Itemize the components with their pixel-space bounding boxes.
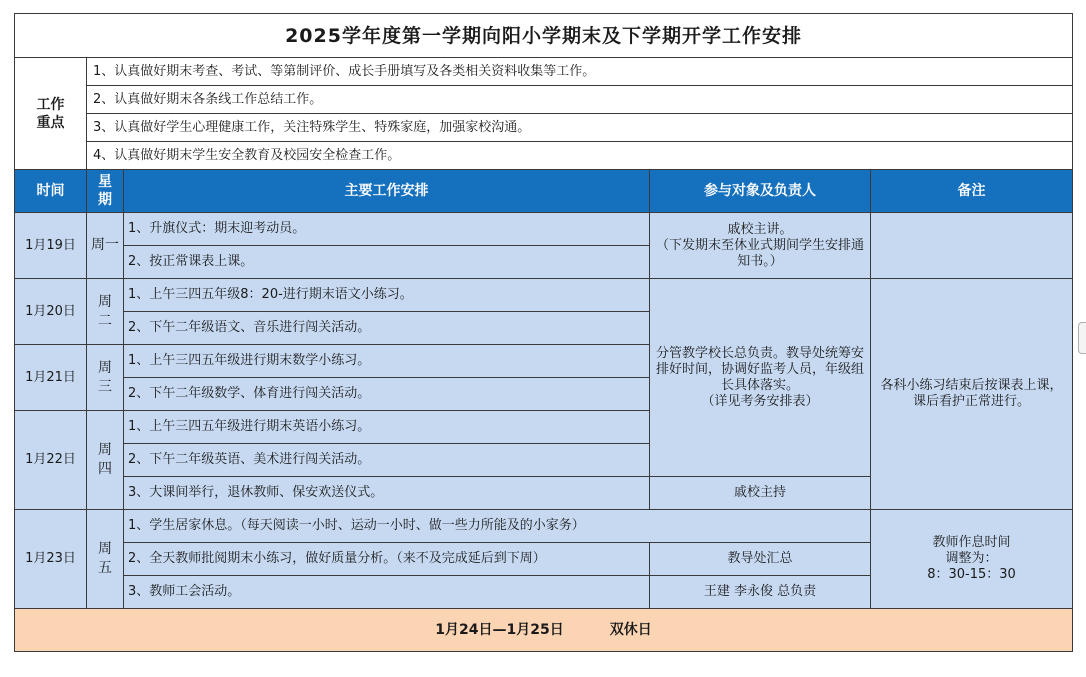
table-row [15, 510, 1073, 543]
table-row [15, 279, 1073, 312]
exam-note-text: 各科小练习结束后按课表上课，课后看护正常进行。 [880, 378, 1063, 409]
focus-label [15, 58, 87, 170]
weekday-cell [87, 510, 124, 609]
note-cell [871, 213, 1073, 279]
task-cell: 1、上午三四五年级进行期末数学小练习。 [124, 345, 650, 378]
weekday-cell [87, 345, 124, 411]
focus-item: 3、认真做好学生心理健康工作，关注特殊学生、特殊家庭，加强家校沟通。 [87, 114, 1073, 142]
task-cell: 1、上午三四五年级进行期末英语小练习。 [124, 411, 650, 444]
table-row [15, 213, 1073, 246]
task-cell: 2、按正常课表上课。 [124, 246, 650, 279]
people-text: 戚校主讲。 （下发期末至休业式期间学生安排通知书。） [655, 221, 864, 269]
note-cell [871, 279, 1073, 510]
focus-label-line2: 重点 [36, 114, 65, 131]
header-weekday [87, 170, 124, 213]
weekend-footer [15, 609, 1073, 652]
side-scroll-handle[interactable] [1078, 322, 1086, 354]
table-header-row [15, 170, 1073, 213]
focus-item: 1、认真做好期末考查、考试、等第制评价、成长手册填写及各类相关资料收集等工作。 [87, 58, 1073, 86]
task-cell: 2、下午二年级数学、体育进行闯关活动。 [124, 378, 650, 411]
focus-label-line1: 工作 [36, 96, 65, 113]
header-time: 时间 [15, 170, 87, 213]
fri-note-line2: 调整为： [945, 551, 998, 566]
focus-item: 2、认真做好期末各条线工作总结工作。 [87, 86, 1073, 114]
people-cell: 教导处汇总 [650, 543, 871, 576]
focus-item: 4、认真做好期末学生安全教育及校园安全检查工作。 [87, 142, 1073, 170]
task-cell: 3、大课间举行，退休教师、保安欢送仪式。 [124, 477, 650, 510]
exam-people-text: 分管教学校长总负责。教导处统筹安排好时间，协调好监考人员，年级组长具体落实。 （详见考务安排表） [655, 345, 864, 409]
weekday-text: 周三 [98, 359, 112, 395]
weekday-text: 周四 [98, 442, 112, 477]
task-cell: 1、学生居家休息。（每天阅读一小时、运动一小时、做一些力所能及的小家务） [124, 510, 871, 543]
people-cell: 王建 李永俊 总负责 [650, 576, 871, 609]
date-cell: 1月23日 [15, 510, 87, 609]
fri-note-line3: 8：30-15：30 [927, 567, 1016, 582]
schedule-table [14, 13, 1073, 652]
weekend-dates: 1月24日—1月25日 [435, 622, 564, 638]
header-weekday-line2: 期 [98, 192, 112, 208]
people-cell [650, 213, 871, 279]
task-cell: 2、全天教师批阅期末小练习，做好质量分析。（来不及完成延后到下周） [124, 543, 650, 576]
date-cell: 1月21日 [15, 345, 87, 411]
task-cell: 1、升旗仪式：期末迎考动员。 [124, 213, 650, 246]
header-main: 主要工作安排 [124, 170, 650, 213]
schedule-sheet [14, 13, 1073, 652]
weekday-text: 周二 [98, 293, 112, 329]
task-cell: 3、教师工会活动。 [124, 576, 650, 609]
header-note: 备注 [871, 170, 1073, 213]
task-cell: 1、上午三四五年级8：20-进行期末语文小练习。 [124, 279, 650, 312]
page-title: 2025学年度第一学期向阳小学期末及下学期开学工作安排 [15, 14, 1073, 58]
weekday-cell: 周一 [87, 213, 124, 279]
weekday-cell [87, 279, 124, 345]
note-cell [871, 510, 1073, 609]
fri-note-line1: 教师作息时间 [932, 535, 1011, 550]
date-cell: 1月22日 [15, 411, 87, 510]
date-cell: 1月19日 [15, 213, 87, 279]
date-cell: 1月20日 [15, 279, 87, 345]
people-cell [650, 279, 871, 477]
header-weekday-line1: 星 [98, 174, 112, 190]
weekend-label: 双休日 [609, 622, 652, 638]
weekday-cell [87, 411, 124, 510]
task-cell: 2、下午二年级语文、音乐进行闯关活动。 [124, 312, 650, 345]
task-cell: 2、下午二年级英语、美术进行闯关活动。 [124, 444, 650, 477]
weekday-text: 周五 [98, 541, 112, 576]
header-people: 参与对象及负责人 [650, 170, 871, 213]
people-cell: 戚校主持 [650, 477, 871, 510]
